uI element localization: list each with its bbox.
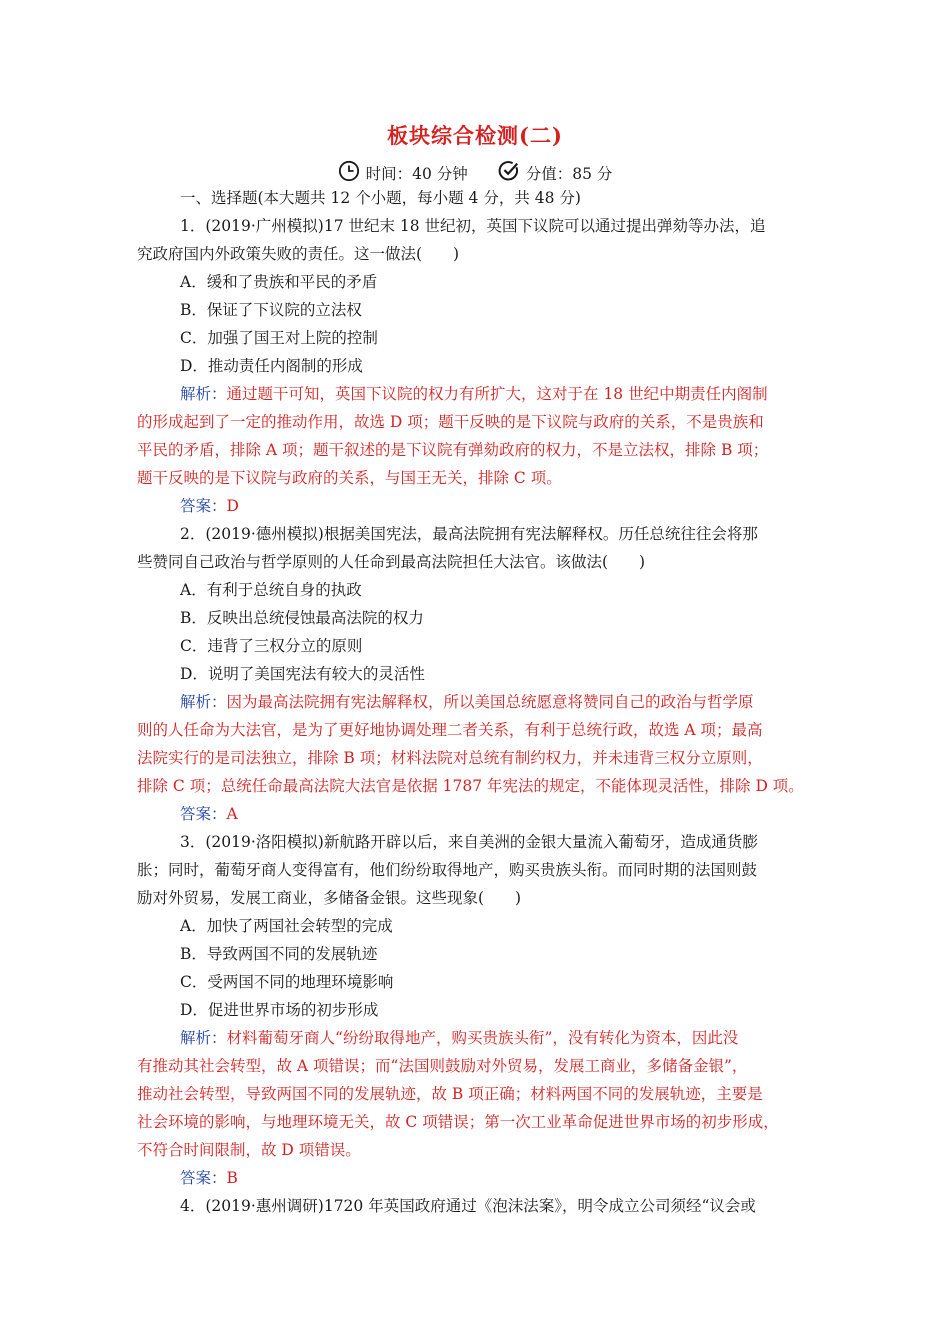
question-1-analysis-line-3: 平民的矛盾，排除 A 项；题干叙述的是下议院有弹劾政府的权力，不是立法权，排除 B 项； xyxy=(137,441,769,459)
question-1-option-a: A．缓和了贵族和平民的矛盾 xyxy=(180,273,378,291)
question-3-option-b: B．导致两国不同的发展轨迹 xyxy=(180,945,378,963)
question-3-analysis-line-3: 推动社会转型，导致两国不同的发展轨迹，故 B 项正确；材料两国不同的发展轨迹，主要是 xyxy=(137,1085,763,1103)
analysis-text: 因为最高法院拥有宪法解释权，所以美国总统愿意将赞同自己的政治与哲学原 xyxy=(226,693,754,711)
question-3-analysis-line-1 xyxy=(180,1028,820,1048)
question-1-option-d: D．推动责任内阁制的形成 xyxy=(180,357,363,375)
question-2-analysis-line-3: 法院实行的是司法独立，排除 B 项；材料法院对总统有制约权力，并未违背三权分立原则， xyxy=(137,749,763,767)
question-3-analysis-line-5: 不符合时间限制，故 D 项错误。 xyxy=(137,1141,361,1159)
question-2-stem-line-1: 2．(2019·德州模拟)根据美国宪法，最高法院拥有宪法解释权。历任总统往往会将那 xyxy=(180,525,758,543)
answer-value: B xyxy=(226,1169,238,1187)
answer-label: 答案： xyxy=(180,497,227,515)
question-3-analysis-line-4: 社会环境的影响，与地理环境无关，故 C 项错误；第一次工业革命促进世界市场的初步形成， xyxy=(137,1113,779,1131)
question-2-option-b: B．反映出总统侵蚀最高法院的权力 xyxy=(180,609,424,627)
question-2-answer xyxy=(180,804,820,824)
question-3-stem-line-2: 胀；同时，葡萄牙商人变得富有，他们纷纷取得地产，购买贵族头衔。而同时期的法国则鼓 xyxy=(137,861,758,879)
question-1-analysis-line-2: 的形成起到了一定的推动作用，故选 D 项；题干反映的是下议院与政府的关系，不是贵族和 xyxy=(137,413,764,431)
question-2-analysis-line-4: 排除 C 项；总统任命最高法院大法官是依据 1787 年宪法的规定，不能体现灵活性，排除 D 项。 xyxy=(137,777,804,795)
question-2-analysis-line-1 xyxy=(180,692,820,712)
question-3-option-a: A．加快了两国社会转型的完成 xyxy=(180,917,393,935)
analysis-label: 解析： xyxy=(180,1029,227,1047)
analysis-text: 材料葡萄牙商人“纷纷取得地产，购买贵族头衔”，没有转化为资本，因此没 xyxy=(226,1029,739,1047)
answer-value: A xyxy=(226,805,238,823)
time-info xyxy=(338,160,468,186)
question-3-stem-line-1: 3．(2019·洛阳模拟)新航路开辟以后，来自美洲的金银大量流入葡萄牙，造成通货膨 xyxy=(180,833,758,851)
question-1-analysis-line-1 xyxy=(180,384,820,404)
analysis-label: 解析： xyxy=(180,693,227,711)
question-2-analysis-line-2: 则的人任命为大法官，是为了更好地协调处理二者关系，有利于总统行政，故选 A 项；最高 xyxy=(137,721,763,739)
question-2-option-d: D．说明了美国宪法有较大的灵活性 xyxy=(180,665,425,683)
question-1-stem-line-1: 1．(2019·广州模拟)17 世纪末 18 世纪初，英国下议院可以通过提出弹劾等办法，追 xyxy=(180,217,766,235)
question-3-answer xyxy=(180,1168,820,1188)
answer-value: D xyxy=(226,497,239,515)
question-1-analysis-line-4: 题干反映的是下议院与政府的关系，与国王无关，排除 C 项。 xyxy=(137,469,562,487)
question-3-option-c: C．受两国不同的地理环境影响 xyxy=(180,973,394,991)
answer-label: 答案： xyxy=(180,805,227,823)
score-info xyxy=(498,160,613,186)
question-3-option-d: D．促进世界市场的初步形成 xyxy=(180,1001,379,1019)
question-2-option-a: A．有利于总统自身的执政 xyxy=(180,581,362,599)
analysis-text: 通过题干可知，英国下议院的权力有所扩大，这对于在 18 世纪中期责任内阁制 xyxy=(226,385,768,403)
time-label: 时间：40 分钟 xyxy=(365,165,468,183)
question-1-option-c: C．加强了国王对上院的控制 xyxy=(180,329,378,347)
question-3-stem-line-3: 励对外贸易，发展工商业，多储备金银。这些现象( ) xyxy=(137,889,522,907)
question-1-option-b: B．保证了下议院的立法权 xyxy=(180,301,362,319)
answer-label: 答案： xyxy=(180,1169,227,1187)
score-label: 分值：85 分 xyxy=(525,165,613,183)
question-2-option-c: C．违背了三权分立的原则 xyxy=(180,637,363,655)
question-4-stem-line-1: 4．(2019·惠州调研)1720 年英国政府通过《泡沫法案》，明令成立公司须经“议会或 xyxy=(180,1197,756,1215)
clock-icon xyxy=(338,160,360,186)
question-1-answer xyxy=(180,496,820,516)
question-1-stem-line-2: 究政府国内外政策失败的责任。这一做法( ) xyxy=(137,245,460,263)
analysis-label: 解析： xyxy=(180,385,227,403)
question-3-analysis-line-2: 有推动其社会转型，故 A 项错误；而“法国则鼓励对外贸易，发展工商业，多储备金银”， xyxy=(137,1057,748,1075)
page-title: 板块综合检测(二) xyxy=(387,123,563,148)
check-circle-icon xyxy=(498,160,520,186)
exam-meta xyxy=(0,160,950,186)
section-heading: 一、选择题(本大题共 12 个小题，每小题 4 分，共 48 分) xyxy=(180,189,581,207)
question-2-stem-line-2: 些赞同自己政治与哲学原则的人任命到最高法院担任大法官。该做法( ) xyxy=(137,553,646,571)
